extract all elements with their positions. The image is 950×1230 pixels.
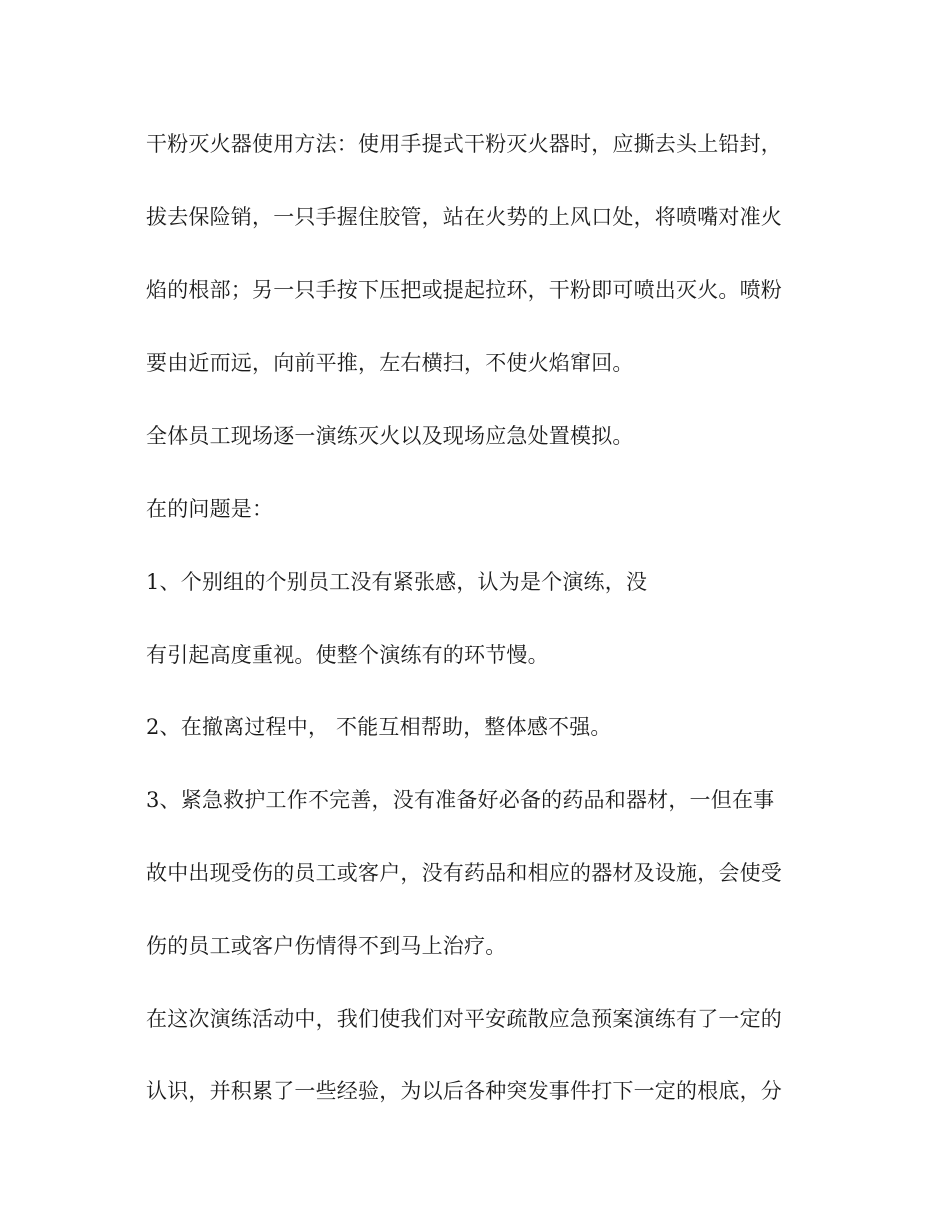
text-line-5: 全体员工现场逐一演练灭火以及现场应急处置模拟。	[146, 424, 634, 448]
text-line-12: 伤的员工或客户伤情得不到马上治疗。	[146, 934, 507, 958]
text-line-10: 3、紧急救护工作不完善，没有准备好必备的药品和器材，一但在事	[146, 788, 775, 812]
text-line-3: 焰的根部；另一只手按下压把或提起拉环，干粉即可喷出灭火。喷粉	[146, 278, 782, 302]
text-line-2: 拔去保险销，一只手握住胶管，站在火势的上风口处，将喷嘴对准火	[146, 205, 782, 229]
text-line-11: 故中出现受伤的员工或客户，没有药品和相应的器材及设施，会使受	[146, 861, 782, 885]
text-line-4: 要由近而远，向前平推，左右横扫，不使火焰窜回。	[146, 351, 634, 375]
text-line-9: 2、在撤离过程中， 不能互相帮助，整体感不强。	[146, 715, 612, 739]
text-line-6: 在的问题是：	[146, 497, 274, 521]
text-line-7: 1、个别组的个别员工没有紧张感，认为是个演练，没	[146, 570, 648, 594]
text-line-14: 认识，并积累了一些经验，为以后各种突发事件打下一定的根底，分	[146, 1079, 782, 1103]
text-line-13: 在这次演练活动中，我们使我们对平安疏散应急预案演练有了一定的	[146, 1007, 782, 1031]
text-line-8: 有引起高度重视。使整个演练有的环节慢。	[146, 643, 549, 667]
text-line-1: 干粉灭火器使用方法：使用手提式干粉灭火器时，应撕去头上铅封，	[146, 132, 782, 156]
